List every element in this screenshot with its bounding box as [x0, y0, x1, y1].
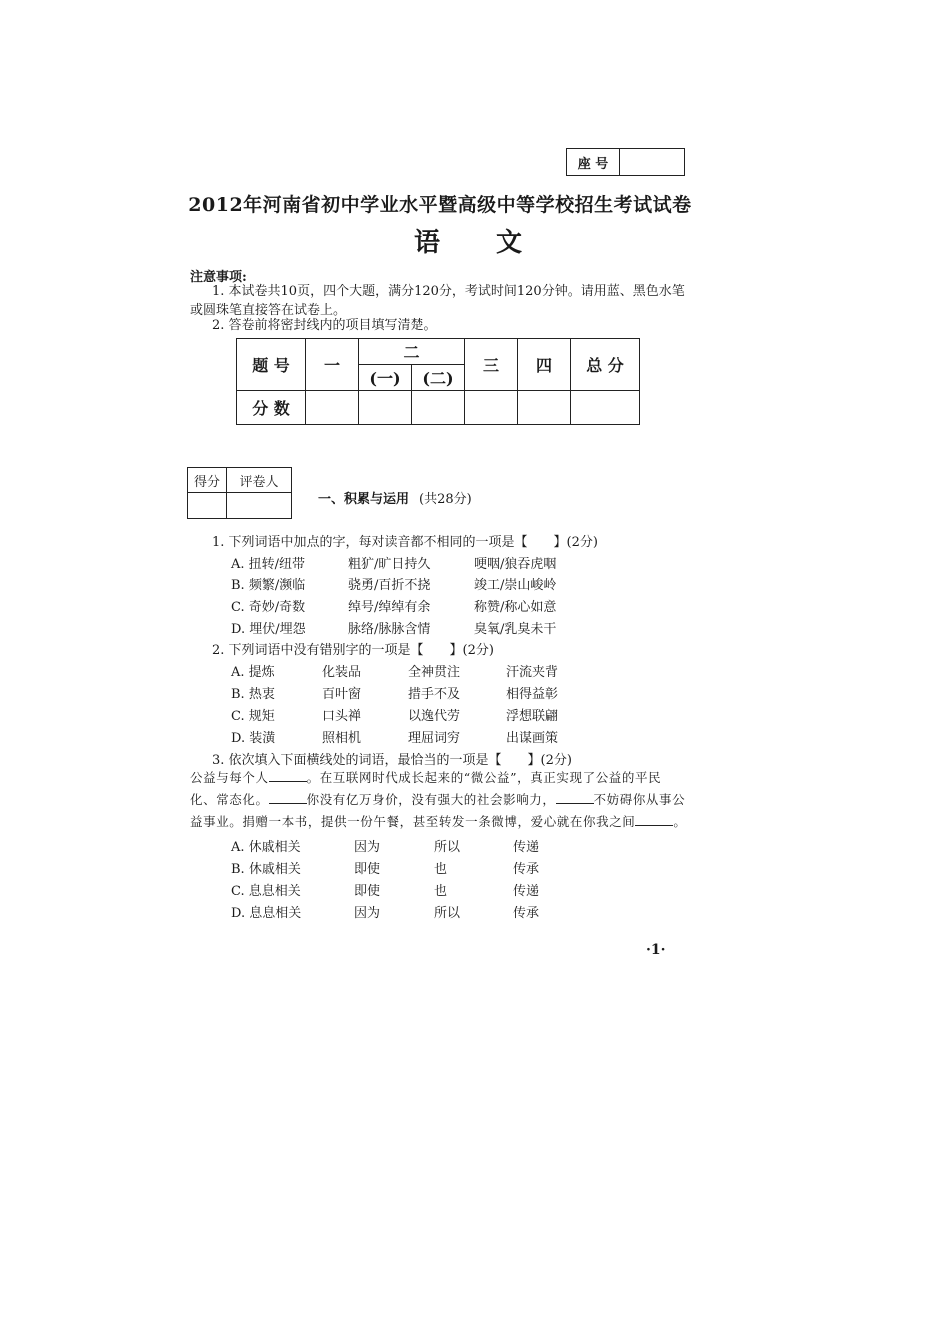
q2-b-2: 百叶窗 — [322, 687, 362, 702]
notice-item-1: 1. 本试卷共10页，四个大题，满分120分，考试时间120分钟。请用蓝、黑色水笔或圆珠笔直接答在试卷上。 — [190, 284, 685, 318]
score-cell[interactable] — [359, 391, 412, 425]
q2-b-1: B. 热衷 — [231, 687, 275, 702]
q3-text: 化、常态化。 — [190, 792, 269, 807]
page-number: ·1· — [646, 942, 666, 958]
q1-d-2: 脉络/脉脉含情 — [348, 622, 431, 637]
q1-c-1: C. 奇妙/奇数 — [231, 600, 306, 615]
q1-a-2: 粗犷/旷日持久 — [348, 557, 431, 572]
col-4: 四 — [518, 339, 571, 391]
q3-c-3: 也 — [434, 884, 448, 899]
q1-a-3: 哽咽/狼吞虎咽 — [474, 557, 557, 572]
q3-c-4: 传递 — [513, 884, 540, 899]
q3-d-4: 传承 — [513, 906, 540, 921]
score-cell[interactable] — [306, 391, 359, 425]
q3-a-2: 因为 — [354, 840, 381, 855]
q3-blank-3[interactable] — [556, 791, 594, 804]
q2-a-3: 全神贯注 — [408, 665, 461, 680]
q2-c-2: 口头禅 — [322, 709, 362, 724]
seat-value[interactable] — [620, 149, 685, 176]
q2-option-d[interactable] — [231, 727, 591, 745]
score-cell[interactable] — [412, 391, 465, 425]
score-cell[interactable] — [465, 391, 518, 425]
q1-option-a[interactable] — [231, 553, 591, 571]
section-1-points: (共28分) — [419, 492, 472, 507]
q3-d-2: 因为 — [354, 906, 381, 921]
q3-option-d[interactable] — [231, 902, 591, 920]
q3-passage-line-2 — [190, 789, 685, 811]
q1-c-3: 称赞/称心如意 — [474, 600, 557, 615]
col-2: 二 — [359, 339, 465, 365]
q1-c-2: 绰号/绰绰有余 — [348, 600, 431, 615]
subject-title: 语文 — [413, 228, 578, 258]
grader-score-cell[interactable] — [188, 493, 227, 519]
q1-option-c[interactable] — [231, 596, 591, 614]
q3-a-4: 传递 — [513, 840, 540, 855]
q3-b-3: 也 — [434, 862, 448, 877]
exam-title: 2012年河南省初中学业水平暨高级中等学校招生考试试卷 — [188, 194, 692, 216]
q3-option-c[interactable] — [231, 880, 591, 898]
q2-d-4: 出谋画策 — [506, 731, 559, 746]
q1-b-3: 竣工/崇山峻岭 — [474, 578, 557, 593]
q3-a-1: A. 休戚相关 — [231, 840, 301, 855]
q2-option-c[interactable] — [231, 705, 591, 723]
q2-d-1: D. 装潢 — [231, 731, 276, 746]
q1-b-1: B. 频繁/濒临 — [231, 578, 306, 593]
col-total: 总 分 — [571, 339, 640, 391]
seat-label: 座 号 — [567, 149, 620, 176]
grader-score-label: 得分 — [188, 468, 227, 493]
score-cell[interactable] — [571, 391, 640, 425]
q2-a-2: 化装品 — [322, 665, 362, 680]
q2-c-3: 以逸代劳 — [408, 709, 461, 724]
q2-b-3: 措手不及 — [408, 687, 461, 702]
q2-option-b[interactable] — [231, 683, 591, 701]
col-2-sub-2: (二) — [412, 365, 465, 391]
q3-blank-4[interactable] — [635, 813, 673, 826]
q2-option-a[interactable] — [231, 661, 591, 679]
q1-b-2: 骁勇/百折不挠 — [348, 578, 431, 593]
grader-name-label: 评卷人 — [227, 468, 292, 493]
col-1: 一 — [306, 339, 359, 391]
q3-option-b[interactable] — [231, 858, 591, 876]
q1-a-1: A. 扭转/纽带 — [231, 557, 306, 572]
q2-d-3: 理屈词穷 — [408, 731, 461, 746]
col-3: 三 — [465, 339, 518, 391]
q2-a-1: A. 提炼 — [231, 665, 275, 680]
q2-c-4: 浮想联翩 — [506, 709, 559, 724]
q3-stem: 3. 依次填入下面横线处的词语，最恰当的一项是【 】(2分) — [212, 753, 572, 768]
grader-name-cell[interactable] — [227, 493, 292, 519]
q3-text: 。 — [673, 814, 687, 829]
notice-item-2: 2. 答卷前将密封线内的项目填写清楚。 — [212, 318, 437, 333]
q3-option-a[interactable] — [231, 836, 591, 854]
q3-text: 不妨碍你从事公 — [593, 792, 686, 807]
q1-stem: 1. 下列词语中加点的字，每对读音都不相同的一项是【 】(2分) — [212, 535, 598, 550]
seat-number-box — [566, 148, 685, 176]
q2-c-1: C. 规矩 — [231, 709, 275, 724]
question-number-label: 题 号 — [237, 339, 306, 391]
q3-text: 益事业。捐赠一本书，提供一份午餐，甚至转发一条微博，爱心就在你我之间 — [190, 814, 636, 829]
grader-box — [187, 467, 292, 519]
q3-b-1: B. 休戚相关 — [231, 862, 301, 877]
q1-d-1: D. 埋伏/埋怨 — [231, 622, 306, 637]
q3-a-3: 所以 — [434, 840, 461, 855]
q3-b-4: 传承 — [513, 862, 540, 877]
q3-text: 。在互联网时代成长起来的“微公益”，真正实现了公益的平民 — [306, 770, 662, 785]
q1-option-d[interactable] — [231, 618, 591, 636]
q3-d-1: D. 息息相关 — [231, 906, 302, 921]
q3-blank-2[interactable] — [269, 791, 307, 804]
q1-option-b[interactable] — [231, 574, 591, 592]
score-row-label: 分 数 — [237, 391, 306, 425]
score-cell[interactable] — [518, 391, 571, 425]
q3-passage-line-1 — [190, 767, 661, 789]
q2-a-4: 汗流夹背 — [506, 665, 559, 680]
section-1-title: 一、积累与运用 — [318, 492, 410, 507]
q3-c-2: 即使 — [354, 884, 381, 899]
col-2-sub-1: (一) — [359, 365, 412, 391]
q2-stem: 2. 下列词语中没有错别字的一项是【 】(2分) — [212, 643, 494, 658]
q1-d-3: 臭氧/乳臭未干 — [474, 622, 557, 637]
notice-heading: 注意事项: — [190, 270, 247, 285]
q3-text: 公益与每个人 — [190, 770, 269, 785]
q3-c-1: C. 息息相关 — [231, 884, 301, 899]
section-1-heading — [318, 488, 472, 507]
q3-passage-line-3 — [190, 811, 687, 833]
q3-b-2: 即使 — [354, 862, 381, 877]
q2-b-4: 相得益彰 — [506, 687, 559, 702]
q3-d-3: 所以 — [434, 906, 461, 921]
q3-text: 你没有亿万身价，没有强大的社会影响力， — [306, 792, 556, 807]
q3-blank-1[interactable] — [269, 769, 307, 782]
q2-d-2: 照相机 — [322, 731, 362, 746]
score-table — [236, 338, 640, 425]
